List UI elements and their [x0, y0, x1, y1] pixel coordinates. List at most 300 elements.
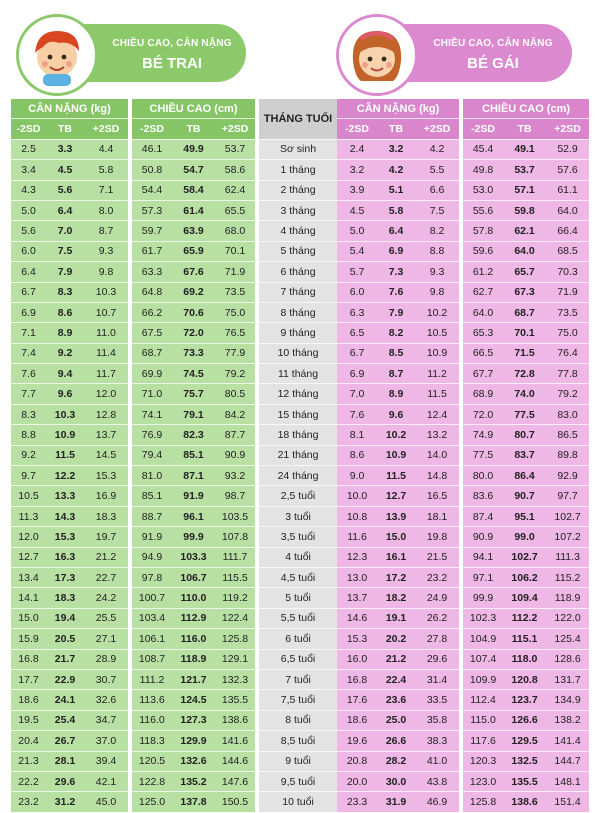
table-cell: 11.3 [11, 506, 46, 526]
table-cell: 80.5 [215, 384, 255, 404]
table-cell: 59.6 [463, 241, 503, 261]
table-cell: 9.8 [415, 282, 459, 302]
table-cell: 76.4 [546, 343, 589, 363]
table-cell: 8 tuổi [259, 710, 337, 730]
table-cell: 9.0 [337, 466, 377, 486]
table-cell: 103.3 [172, 547, 215, 567]
header-row-groups [11, 99, 589, 119]
table-cell: 2.4 [337, 139, 377, 159]
table-cell: 90.9 [463, 527, 503, 547]
table-cell: 93.2 [215, 466, 255, 486]
table-cell: 4 tuổi [259, 547, 337, 567]
table-cell: 5 tuổi [259, 588, 337, 608]
table-cell: 35.8 [415, 710, 459, 730]
table-cell: 6.7 [11, 282, 46, 302]
table-cell: 15.3 [84, 466, 128, 486]
table-cell: 38.3 [415, 731, 459, 751]
table-cell: 24.1 [46, 690, 84, 710]
table-cell: 18.3 [46, 588, 84, 608]
sd-header: TB [503, 119, 546, 139]
table-cell: 80.7 [503, 425, 546, 445]
table-cell: 7.9 [46, 262, 84, 282]
table-cell: 144.7 [546, 751, 589, 771]
table-cell: 132.5 [503, 751, 546, 771]
table-cell: 59.8 [503, 200, 546, 220]
table-cell: 25.4 [46, 710, 84, 730]
table-cell: 12.3 [337, 547, 377, 567]
table-cell: 137.8 [172, 792, 215, 812]
table-cell: 65.3 [463, 323, 503, 343]
table-cell: 80.0 [463, 466, 503, 486]
table-cell: 10 tuổi [259, 792, 337, 812]
table-cell: 72.0 [463, 404, 503, 424]
table-cell: 118.9 [546, 588, 589, 608]
table-cell: 3.3 [46, 139, 84, 159]
table-cell: 20.5 [46, 629, 84, 649]
table-cell: 8.0 [84, 200, 128, 220]
table-cell: 79.2 [546, 384, 589, 404]
table-cell: 83.6 [463, 486, 503, 506]
table-cell: 33.5 [415, 690, 459, 710]
table-cell: 8.5 [377, 343, 415, 363]
table-cell: 57.1 [503, 180, 546, 200]
table-cell: 64.0 [503, 241, 546, 261]
table-cell: 103.4 [132, 608, 172, 628]
table-cell: 58.6 [215, 160, 255, 180]
table-cell: 74.5 [172, 364, 215, 384]
table-cell: 5 tháng [259, 241, 337, 261]
table-row [11, 792, 589, 812]
table-cell: 135.2 [172, 771, 215, 791]
table-cell: 110.0 [172, 588, 215, 608]
table-row [11, 262, 589, 282]
table-cell: 119.2 [215, 588, 255, 608]
table-cell: 8,5 tuổi [259, 731, 337, 751]
table-cell: 23.2 [415, 567, 459, 587]
table-cell: 70.3 [546, 262, 589, 282]
table-cell: 5.6 [11, 221, 46, 241]
table-cell: 8.2 [415, 221, 459, 241]
table-cell: 141.4 [546, 731, 589, 751]
table-cell: 71.9 [546, 282, 589, 302]
table-cell: 94.1 [463, 547, 503, 567]
table-cell: 4 tháng [259, 221, 337, 241]
table-row [11, 486, 589, 506]
table-cell: 99.9 [172, 527, 215, 547]
table-cell: 88.7 [132, 506, 172, 526]
girl-height-header: CHIỀU CAO (cm) [463, 99, 589, 119]
table-cell: 65.9 [172, 241, 215, 261]
table-cell: 6.0 [11, 241, 46, 261]
table-cell: 61.4 [172, 200, 215, 220]
table-cell: 12.8 [84, 404, 128, 424]
sd-header: -2SD [11, 119, 46, 139]
table-cell: 66.4 [546, 221, 589, 241]
table-cell: 3.2 [337, 160, 377, 180]
table-cell: 28.1 [46, 751, 84, 771]
sd-header: -2SD [337, 119, 377, 139]
table-cell: 71.0 [132, 384, 172, 404]
table-cell: 65.5 [215, 200, 255, 220]
table-cell: 29.6 [46, 771, 84, 791]
table-cell: 10.3 [46, 404, 84, 424]
table-cell: 77.5 [463, 445, 503, 465]
table-cell: 61.7 [132, 241, 172, 261]
table-cell: 10.2 [377, 425, 415, 445]
table-cell: 92.9 [546, 466, 589, 486]
table-row [11, 364, 589, 384]
table-cell: 67.3 [503, 282, 546, 302]
table-cell: 14.0 [415, 445, 459, 465]
table-cell: 10.7 [84, 302, 128, 322]
table-cell: 21.2 [84, 547, 128, 567]
table-cell: 151.4 [546, 792, 589, 812]
table-cell: 11.5 [46, 445, 84, 465]
table-row [11, 506, 589, 526]
table-cell: 118.9 [172, 649, 215, 669]
table-cell: 122.8 [132, 771, 172, 791]
table-cell: 12.7 [11, 547, 46, 567]
table-cell: 6,5 tuổi [259, 649, 337, 669]
table-cell: 97.7 [546, 486, 589, 506]
table-cell: 22.4 [377, 669, 415, 689]
table-row [11, 302, 589, 322]
table-cell: 16.5 [415, 486, 459, 506]
table-cell: 72.8 [503, 364, 546, 384]
table-cell: 30.7 [84, 669, 128, 689]
table-cell: 62.1 [503, 221, 546, 241]
table-cell: 11.6 [337, 527, 377, 547]
table-cell: 16.1 [377, 547, 415, 567]
table-row [11, 445, 589, 465]
table-cell: 95.1 [503, 506, 546, 526]
table-cell: 39.4 [84, 751, 128, 771]
table-cell: 53.0 [463, 180, 503, 200]
table-cell: 86.4 [503, 466, 546, 486]
table-cell: 141.6 [215, 731, 255, 751]
table-cell: 9.6 [46, 384, 84, 404]
table-row [11, 690, 589, 710]
sd-header: TB [377, 119, 415, 139]
table-cell: 8 tháng [259, 302, 337, 322]
table-cell: 11.0 [84, 323, 128, 343]
table-cell: 131.7 [546, 669, 589, 689]
table-cell: 5,5 tuổi [259, 608, 337, 628]
girl-avatar-icon [336, 14, 418, 96]
table-cell: 76.9 [132, 425, 172, 445]
table-cell: 73.5 [546, 302, 589, 322]
table-cell: 49.8 [463, 160, 503, 180]
table-cell: 9.6 [377, 404, 415, 424]
table-cell: 17.3 [46, 567, 84, 587]
table-cell: 71.5 [503, 343, 546, 363]
table-cell: 116.0 [132, 710, 172, 730]
table-cell: 7.6 [337, 404, 377, 424]
table-cell: 7,5 tuổi [259, 690, 337, 710]
table-cell: 124.5 [172, 690, 215, 710]
table-cell: 54.7 [172, 160, 215, 180]
table-cell: 81.0 [132, 466, 172, 486]
table-cell: 18.6 [337, 710, 377, 730]
table-cell: 76.5 [215, 323, 255, 343]
table-cell: 13.7 [84, 425, 128, 445]
table-cell: 4.3 [11, 180, 46, 200]
table-cell: 7.0 [337, 384, 377, 404]
table-cell: 13.4 [11, 567, 46, 587]
table-cell: 97.8 [132, 567, 172, 587]
table-cell: 26.2 [415, 608, 459, 628]
table-cell: 123.7 [503, 690, 546, 710]
table-cell: 10.2 [415, 302, 459, 322]
table-cell: 12.0 [84, 384, 128, 404]
table-cell: 7.7 [11, 384, 46, 404]
table-cell: 8.6 [46, 302, 84, 322]
table-row [11, 771, 589, 791]
table-cell: 4,5 tuổi [259, 567, 337, 587]
table-cell: 19.6 [337, 731, 377, 751]
table-cell: 14.3 [46, 506, 84, 526]
table-row [11, 527, 589, 547]
table-cell: 87.7 [215, 425, 255, 445]
table-cell: 20.2 [377, 629, 415, 649]
table-cell: 10.8 [337, 506, 377, 526]
table-cell: 111.2 [132, 669, 172, 689]
table-cell: 64.8 [132, 282, 172, 302]
table-row [11, 323, 589, 343]
table-cell: 19.4 [46, 608, 84, 628]
table-cell: 91.9 [172, 486, 215, 506]
table-cell: 11.7 [84, 364, 128, 384]
table-cell: 29.6 [415, 649, 459, 669]
table-cell: 21.7 [46, 649, 84, 669]
table-cell: 68.7 [503, 302, 546, 322]
table-row [11, 649, 589, 669]
table-cell: 9 tháng [259, 323, 337, 343]
table-row [11, 425, 589, 445]
table-cell: 8.7 [84, 221, 128, 241]
table-cell: 99.0 [503, 527, 546, 547]
table-cell: 90.9 [215, 445, 255, 465]
table-cell: 87.4 [463, 506, 503, 526]
table-cell: 79.2 [215, 364, 255, 384]
table-cell: 132.6 [172, 751, 215, 771]
table-cell: 106.7 [172, 567, 215, 587]
table-cell: 15.0 [11, 608, 46, 628]
table-row [11, 731, 589, 751]
table-cell: 6.6 [415, 180, 459, 200]
boy-banner-title: BÉ TRAI [142, 55, 202, 72]
growth-table-body [11, 139, 589, 812]
table-cell: 27.8 [415, 629, 459, 649]
sd-header: -2SD [463, 119, 503, 139]
table-cell: 67.6 [172, 262, 215, 282]
table-cell: 135.5 [215, 690, 255, 710]
table-cell: 103.5 [215, 506, 255, 526]
table-cell: 5.0 [11, 200, 46, 220]
sd-header: TB [46, 119, 84, 139]
table-cell: 2 tháng [259, 180, 337, 200]
table-cell: 115.5 [215, 567, 255, 587]
table-cell: 53.7 [503, 160, 546, 180]
table-row [11, 139, 589, 159]
table-cell: 115.2 [546, 567, 589, 587]
table-cell: 5.4 [337, 241, 377, 261]
table-cell: 41.0 [415, 751, 459, 771]
table-cell: 67.7 [463, 364, 503, 384]
table-row [11, 241, 589, 261]
table-cell: 83.0 [546, 404, 589, 424]
table-row [11, 608, 589, 628]
table-cell: 116.0 [172, 629, 215, 649]
table-cell: 5.7 [337, 262, 377, 282]
table-cell: 49.1 [503, 139, 546, 159]
table-cell: 19.1 [377, 608, 415, 628]
table-cell: 63.9 [172, 221, 215, 241]
table-cell: 138.2 [546, 710, 589, 730]
table-cell: 8.6 [337, 445, 377, 465]
table-cell: 8.2 [377, 323, 415, 343]
table-cell: 4.2 [377, 160, 415, 180]
table-cell: 5.0 [337, 221, 377, 241]
table-cell: 9,5 tuổi [259, 771, 337, 791]
table-cell: 9.3 [415, 262, 459, 282]
table-cell: 62.4 [215, 180, 255, 200]
table-cell: 11 tháng [259, 364, 337, 384]
table-cell: 14.5 [84, 445, 128, 465]
table-cell: 28.9 [84, 649, 128, 669]
table-cell: 120.8 [503, 669, 546, 689]
table-cell: 89.8 [546, 445, 589, 465]
table-cell: 5.8 [377, 200, 415, 220]
table-row [11, 466, 589, 486]
table-cell: 17.6 [337, 690, 377, 710]
table-cell: 19.7 [84, 527, 128, 547]
table-cell: 6.4 [46, 200, 84, 220]
table-cell: 13.2 [415, 425, 459, 445]
table-cell: 53.7 [215, 139, 255, 159]
table-cell: 7.1 [11, 323, 46, 343]
table-cell: 150.5 [215, 792, 255, 812]
table-row [11, 180, 589, 200]
table-cell: 9.2 [46, 343, 84, 363]
table-cell: 112.2 [503, 608, 546, 628]
table-cell: 3.2 [377, 139, 415, 159]
table-cell: 8.9 [46, 323, 84, 343]
table-cell: 10.9 [377, 445, 415, 465]
table-cell: 46.1 [132, 139, 172, 159]
table-cell: 84.2 [215, 404, 255, 424]
table-cell: 6 tuổi [259, 629, 337, 649]
table-cell: 100.7 [132, 588, 172, 608]
table-cell: 4.5 [337, 200, 377, 220]
table-cell: 18 tháng [259, 425, 337, 445]
table-cell: 10.9 [415, 343, 459, 363]
table-cell: 94.9 [132, 547, 172, 567]
table-cell: 9.7 [11, 466, 46, 486]
boy-height-header: CHIỀU CAO (cm) [132, 99, 255, 119]
table-cell: 57.3 [132, 200, 172, 220]
table-cell: 125.0 [132, 792, 172, 812]
table-cell: 11.2 [415, 364, 459, 384]
table-cell: 11.4 [84, 343, 128, 363]
table-cell: 138.6 [503, 792, 546, 812]
table-cell: 91.9 [132, 527, 172, 547]
table-cell: 7.5 [415, 200, 459, 220]
table-cell: 70.1 [215, 241, 255, 261]
table-cell: 147.6 [215, 771, 255, 791]
table-cell: 104.9 [463, 629, 503, 649]
table-cell: 12.4 [415, 404, 459, 424]
table-cell: 129.9 [172, 731, 215, 751]
table-cell: 18.2 [377, 588, 415, 608]
table-cell: 7.3 [377, 262, 415, 282]
table-cell: 61.1 [546, 180, 589, 200]
table-cell: 52.9 [546, 139, 589, 159]
table-row [11, 343, 589, 363]
sd-header: +2SD [415, 119, 459, 139]
table-cell: 16.8 [11, 649, 46, 669]
boy-banner-subtitle: CHIỀU CAO, CÂN NẶNG [112, 38, 232, 49]
table-cell: 25.0 [377, 710, 415, 730]
table-cell: 63.3 [132, 262, 172, 282]
table-cell: 5.6 [46, 180, 84, 200]
table-row [11, 669, 589, 689]
table-cell: 20.4 [11, 731, 46, 751]
table-cell: 6.4 [11, 262, 46, 282]
table-cell: 6.5 [337, 323, 377, 343]
table-cell: 128.6 [546, 649, 589, 669]
table-cell: 85.1 [172, 445, 215, 465]
table-cell: 14.8 [415, 466, 459, 486]
table-cell: 24.2 [84, 588, 128, 608]
table-cell: 15.3 [46, 527, 84, 547]
table-cell: 148.1 [546, 771, 589, 791]
table-cell: 83.7 [503, 445, 546, 465]
table-cell: 15.9 [11, 629, 46, 649]
table-cell: 10 tháng [259, 343, 337, 363]
table-cell: 82.3 [172, 425, 215, 445]
boy-weight-header: CÂN NẶNG (kg) [11, 99, 128, 119]
table-row [11, 384, 589, 404]
table-cell: 111.3 [546, 547, 589, 567]
table-cell: 7.6 [377, 282, 415, 302]
table-cell: 37.0 [84, 731, 128, 751]
table-cell: 4.2 [415, 139, 459, 159]
table-cell: 8.8 [11, 425, 46, 445]
table-cell: 4.4 [84, 139, 128, 159]
table-cell: 8.7 [377, 364, 415, 384]
table-cell: 13.7 [337, 588, 377, 608]
table-cell: 57.6 [546, 160, 589, 180]
table-cell: 12.2 [46, 466, 84, 486]
table-cell: 45.4 [463, 139, 503, 159]
table-cell: 70.6 [172, 302, 215, 322]
table-cell: 16.0 [337, 649, 377, 669]
table-cell: 46.9 [415, 792, 459, 812]
table-cell: 125.8 [215, 629, 255, 649]
table-cell: 9.8 [84, 262, 128, 282]
table-cell: 6.0 [337, 282, 377, 302]
table-cell: 61.2 [463, 262, 503, 282]
table-cell: 11.5 [415, 384, 459, 404]
table-cell: 10.0 [337, 486, 377, 506]
table-cell: 12 tháng [259, 384, 337, 404]
table-cell: 90.7 [503, 486, 546, 506]
table-cell: 62.7 [463, 282, 503, 302]
table-cell: 71.9 [215, 262, 255, 282]
table-cell: 79.1 [172, 404, 215, 424]
table-cell: 10.5 [415, 323, 459, 343]
